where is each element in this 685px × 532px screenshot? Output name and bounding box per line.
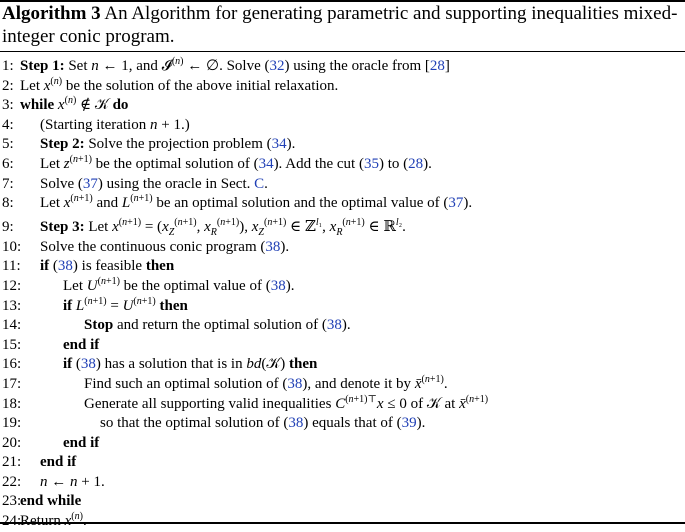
algorithm-line — [0, 77, 685, 97]
algorithm-line — [0, 492, 685, 512]
line-text: n ← n + 1. — [40, 473, 105, 490]
algorithm-line — [0, 257, 685, 277]
line-number: 11: — [2, 258, 21, 275]
equation-ref[interactable]: 34 — [271, 136, 287, 153]
line-number: 14: — [2, 317, 22, 334]
algorithm-line — [0, 175, 685, 195]
line-text: Step 1: Set n ← 1, and 𝓘$^{(n)}$ ← ∅. Solve (32) using the oracle from [28] — [20, 56, 450, 74]
line-text: end if — [63, 336, 100, 353]
line-number: 2: — [2, 77, 14, 94]
equation-ref[interactable]: 38 — [326, 317, 342, 334]
line-text: Let $x^{(n+1)}$ and $L^{(n+1)}$ be an optimal solution and the optimal value of (37). — [40, 193, 473, 212]
algorithm-line — [0, 336, 685, 356]
line-number: 13: — [2, 297, 22, 314]
algorithm-line — [0, 96, 685, 116]
line-text: Find such an optimal solution of (38), and denote it by x̄$^{(n+1)}$. — [84, 373, 448, 392]
equation-ref[interactable]: 39 — [401, 415, 417, 432]
algorithm-line — [0, 297, 685, 317]
line-number: 22: — [2, 473, 22, 490]
algorithm-line — [0, 155, 685, 175]
equation-ref[interactable]: 38 — [265, 238, 281, 255]
line-number: 4: — [2, 116, 14, 133]
line-text: Let $U^{(n+1)}$ be the optimal value of (38). — [63, 275, 295, 294]
line-text: end while — [20, 493, 82, 510]
algorithm-line — [0, 434, 685, 454]
line-text: (Starting iteration n + 1.) — [40, 116, 190, 133]
algorithm-line — [0, 375, 685, 395]
line-number: 19: — [2, 415, 22, 432]
line-text: Step 2: Solve the projection problem (34). — [40, 136, 296, 153]
line-text: if $L^{(n+1)} = U^{(n+1)}$ then — [63, 295, 188, 314]
line-number: 16: — [2, 356, 22, 373]
caption-rule — [0, 51, 685, 52]
algorithm-line — [0, 473, 685, 493]
line-text: Let $x^{(n)}$ be the solution of the above initial relaxation. — [20, 75, 339, 94]
algorithm-line — [0, 214, 685, 238]
line-number: 9: — [2, 218, 14, 235]
line-number: 20: — [2, 434, 22, 451]
line-text: so that the optimal solution of (38) equals that of (39). — [100, 415, 426, 432]
algorithm-line — [0, 414, 685, 434]
line-text: Generate all supporting valid inequalities $C^{(n+1)⊤}x \le 0$ of 𝒦 at x̄$^{(n+1)}$ — [84, 393, 489, 412]
line-text: while $x^{(n)}$ ∉ 𝒦 do — [20, 95, 129, 114]
equation-ref[interactable]: 34 — [258, 155, 274, 172]
equation-ref[interactable]: 32 — [269, 58, 285, 74]
algorithm-line — [0, 355, 685, 375]
line-number: 18: — [2, 395, 22, 412]
algorithm-line — [0, 116, 685, 136]
section-ref[interactable]: C — [254, 175, 265, 192]
line-number: 21: — [2, 454, 22, 471]
line-text: Solve the continuous conic program (38). — [40, 238, 290, 255]
line-number: 5: — [2, 136, 14, 153]
citation-ref[interactable]: 28 — [429, 58, 445, 74]
line-text: if (38) is feasible then — [40, 258, 175, 275]
algorithm-line — [0, 135, 685, 155]
line-text: Stop and return the optimal solution of (38). — [84, 317, 351, 334]
line-number: 3: — [2, 97, 14, 114]
algorithm-line — [0, 194, 685, 214]
algorithm-line — [0, 57, 685, 77]
citation-ref[interactable]: 28 — [408, 155, 424, 172]
line-text: (n) — [71, 511, 83, 523]
algorithm-title: An Algorithm for generating parametric and supporting inequalities mixed-integer conic program. — [2, 3, 678, 47]
algorithm-body — [0, 57, 685, 532]
algorithm-line — [0, 395, 685, 415]
algorithm-line — [0, 453, 685, 473]
bottom-rule — [0, 522, 685, 524]
equation-ref[interactable]: 38 — [288, 415, 304, 432]
equation-ref[interactable]: 35 — [363, 155, 379, 172]
algorithm-line — [0, 316, 685, 336]
line-number: 17: — [2, 375, 22, 392]
equation-ref[interactable]: 37 — [82, 175, 98, 192]
equation-ref[interactable]: 38 — [270, 277, 286, 294]
algorithm-line — [0, 238, 685, 258]
line-number: 10: — [2, 238, 22, 255]
line-number: 23: — [2, 493, 22, 510]
line-number: 15: — [2, 336, 22, 353]
line-number: 6: — [2, 155, 14, 172]
line-text: end if — [40, 454, 77, 471]
algorithm-label: Algorithm 3 — [2, 3, 101, 24]
line-number: 8: — [2, 195, 14, 212]
line-text: Step 3: Let $x^{(n+1)} = (x_Z^{(n+1)}$, $x_R^{(n+1)}$), $x_Z^{(n+1)}$ ∈ ℤ$^{l_1}$, $x_R^{(n+1)}$ ∈ ℝ$^{l_2}$. — [40, 216, 406, 238]
algorithm-caption — [2, 2, 682, 48]
equation-ref[interactable]: 38 — [287, 375, 303, 392]
line-text: Solve (37) using the oracle in Sect. C. — [40, 175, 268, 192]
equation-ref[interactable]: 38 — [57, 258, 73, 275]
line-number: 12: — [2, 277, 22, 294]
line-text: end if — [63, 434, 100, 451]
line-number: 1: — [2, 58, 14, 74]
line-number: 7: — [2, 175, 14, 192]
equation-ref[interactable]: 38 — [80, 356, 96, 373]
line-text: if (38) has a solution that is in bd(𝒦) then — [63, 356, 318, 373]
line-text: Let $z^{(n+1)}$ be the optimal solution of (34). Add the cut (35) to (28). — [40, 153, 432, 172]
equation-ref[interactable]: 37 — [448, 195, 464, 212]
algorithm-line — [0, 277, 685, 297]
